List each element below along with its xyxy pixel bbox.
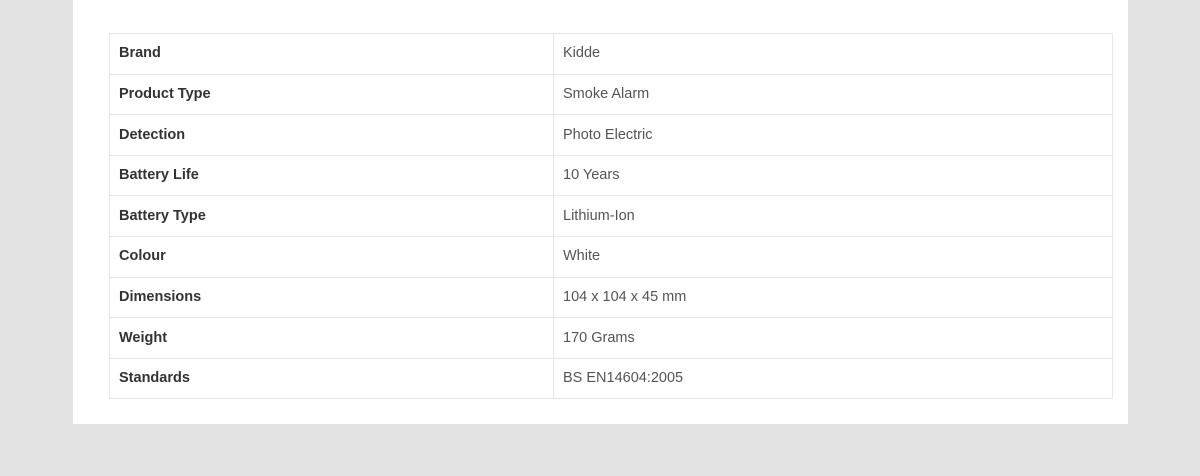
specifications-table-body xyxy=(110,34,1113,399)
spec-label: Battery Type xyxy=(110,196,554,237)
spec-value: Smoke Alarm xyxy=(554,74,1113,115)
spec-label: Colour xyxy=(110,236,554,277)
spec-value: 170 Grams xyxy=(554,318,1113,359)
spec-label: Detection xyxy=(110,115,554,156)
content-card xyxy=(73,0,1128,424)
table-row xyxy=(110,155,1113,196)
spec-value: White xyxy=(554,236,1113,277)
table-row xyxy=(110,74,1113,115)
spec-value: Lithium-Ion xyxy=(554,196,1113,237)
table-row xyxy=(110,318,1113,359)
table-row xyxy=(110,358,1113,399)
table-row xyxy=(110,34,1113,75)
spec-label: Standards xyxy=(110,358,554,399)
spec-label: Weight xyxy=(110,318,554,359)
specifications-table-container xyxy=(109,33,1092,399)
spec-label: Battery Life xyxy=(110,155,554,196)
table-row xyxy=(110,196,1113,237)
spec-value: BS EN14604:2005 xyxy=(554,358,1113,399)
table-row xyxy=(110,277,1113,318)
spec-value: 104 x 104 x 45 mm xyxy=(554,277,1113,318)
spec-label: Brand xyxy=(110,34,554,75)
spec-value: 10 Years xyxy=(554,155,1113,196)
spec-value: Photo Electric xyxy=(554,115,1113,156)
specifications-table xyxy=(109,33,1113,399)
table-row xyxy=(110,115,1113,156)
spec-value: Kidde xyxy=(554,34,1113,75)
spec-label: Dimensions xyxy=(110,277,554,318)
table-row xyxy=(110,236,1113,277)
spec-label: Product Type xyxy=(110,74,554,115)
